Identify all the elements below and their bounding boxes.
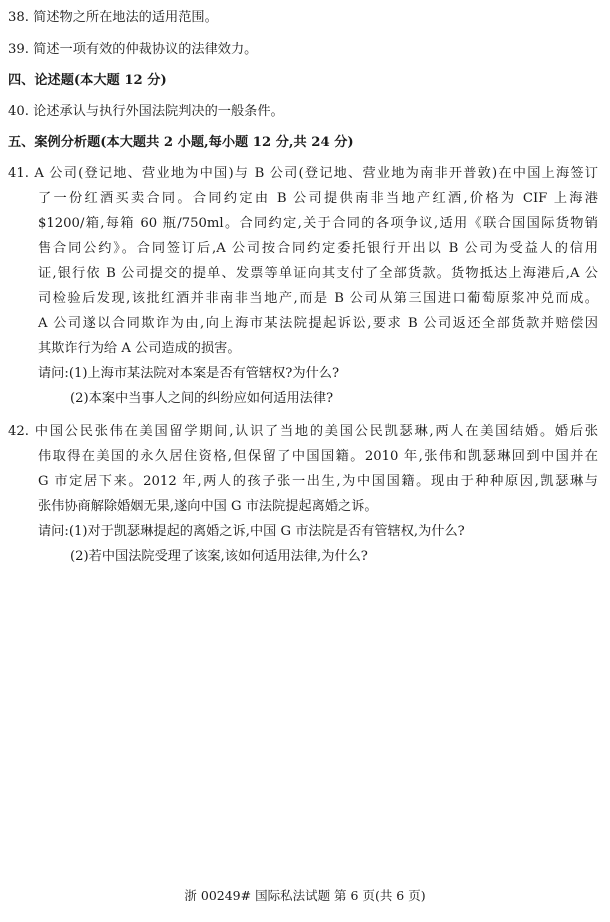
question-41-line-7: A 公司遂以合同欺诈为由,向上海市某法院提起诉讼,要求 B 公司返还全部货款并赔偿因 xyxy=(38,316,598,331)
question-41-line-4: 售合同公约》。合同签订后,A 公司按合同约定委托银行开出以 B 公司为受益人的信用 xyxy=(38,241,598,256)
question-41-line-5: 证,银行依 B 公司提交的提单、发票等单证向其支付了全部货款。货物抵达上海港后,A 公 xyxy=(38,266,598,281)
question-41-line-6: 司检验后发现,该批红酒并非南非当地产,而是 B 公司从第三国进口葡萄原浆冲兑而成。 xyxy=(38,291,598,306)
question-38: 38. 简述物之所在地法的适用范围。 xyxy=(8,10,218,25)
question-41-ask-2: (2)本案中当事人之间的纠纷应如何适用法律? xyxy=(70,391,334,406)
question-42-line-1: 42. 中国公民张伟在美国留学期间,认识了当地的美国公民凯瑟琳,两人在美国结婚。婚后张 xyxy=(8,424,598,439)
question-42-line-4: 张伟协商解除婚姻无果,遂向中国 G 市法院提起离婚之诉。 xyxy=(38,499,378,514)
question-42-line-3: G 市定居下来。2012 年,两人的孩子张一出生,为中国国籍。现由于种种原因,凯瑟琳与 xyxy=(38,474,598,489)
question-41-line-1: 41. A 公司(登记地、营业地为中国)与 B 公司(登记地、营业地为南非开普敦)在中国上海签订 xyxy=(8,166,598,181)
question-42-ask-2: (2)若中国法院受理了该案,该如何适用法律,为什么? xyxy=(70,549,368,564)
question-41-ask-1: 请问:(1)上海市某法院对本案是否有管辖权?为什么? xyxy=(38,366,340,381)
page-footer: 浙 00249# 国际私法试题 第 6 页(共 6 页) xyxy=(184,888,426,903)
question-42-line-2: 伟取得在美国的永久居住资格,但保留了中国国籍。2010 年,张伟和凯瑟琳回到中国并在 xyxy=(38,449,598,464)
section-5-title: 五、案例分析题(本大题共 2 小题,每小题 12 分,共 24 分) xyxy=(8,135,354,150)
question-39: 39. 简述一项有效的仲裁协议的法律效力。 xyxy=(8,42,258,57)
question-41-line-2: 了一份红酒买卖合同。合同约定由 B 公司提供南非当地产红酒,价格为 CIF 上海港 xyxy=(38,191,598,206)
question-42-ask-1: 请问:(1)对于凯瑟琳提起的离婚之诉,中国 G 市法院是否有管辖权,为什么? xyxy=(38,524,465,539)
question-40: 40. 论述承认与执行外国法院判决的一般条件。 xyxy=(8,104,284,119)
section-4-title: 四、论述题(本大题 12 分) xyxy=(8,73,167,88)
question-41-line-8: 其欺诈行为给 A 公司造成的损害。 xyxy=(38,341,241,356)
question-41-line-3: $1200/箱,每箱 60 瓶/750ml。合同约定,关于合同的各项争议,适用《联合国国际货物销 xyxy=(38,216,598,231)
